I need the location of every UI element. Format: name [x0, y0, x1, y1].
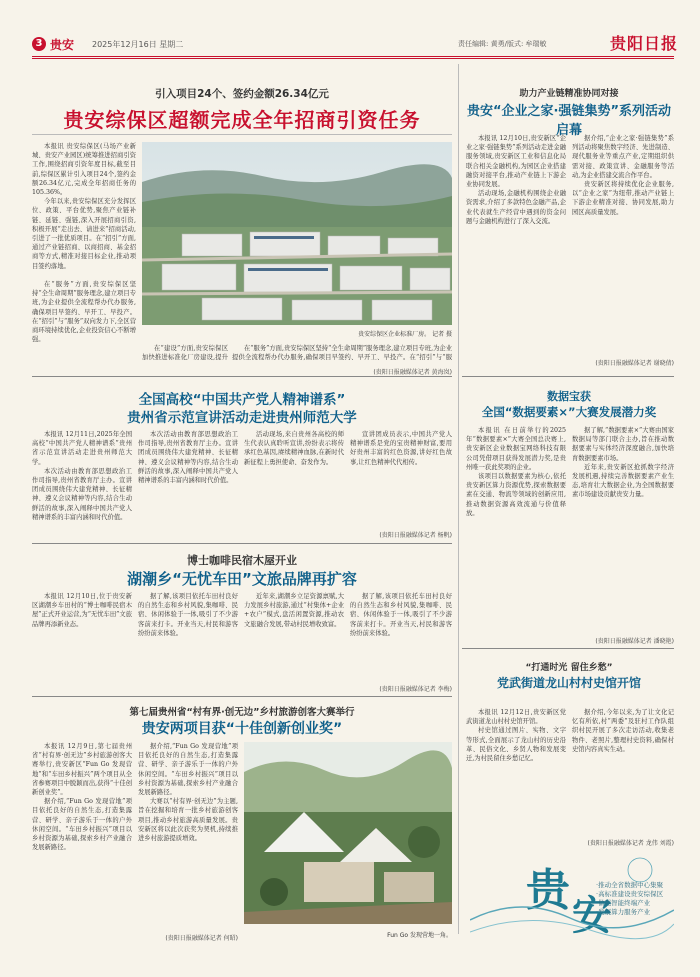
right-mid-kicker: 数据宝获 [547, 390, 591, 403]
right-top-signature: (贵阳日报融媒体记者 谢晓倩) [595, 360, 674, 367]
section-divider [32, 543, 452, 544]
decor-char-an: 安 [572, 892, 612, 939]
lead-kicker: 引入项目24个、签约金额26.34亿元 [155, 88, 329, 100]
lead-headline: 贵安综保区超额完成全年招商引资任务 [63, 108, 421, 132]
contest-body-col1 [32, 742, 132, 940]
contest-paragraph: 据介绍,“Fun Go 发现营地”项目依托良好的自然生态,打造集露营、研学、亲子游乐于一体的户外休闲空间。“车田乡村振兴”项目以乡村资源为基础,探索乡村产业融合发展新路径。 [138, 743, 238, 797]
contest-kicker: 第七届贵州省“村有界·创无边”乡村旅游创客大赛举行 [129, 707, 355, 718]
middle-paragraph: 活动现场,来自贵州各高校的师生代表认真聆听宣讲,纷纷表示将传承红色基因,赓续精神血脉,在新时代新征程上勇担使命、奋发作为。 [244, 431, 344, 466]
coffee-body-col4 [350, 592, 452, 684]
section-divider-right [462, 376, 674, 377]
right-top-body-col1 [466, 134, 566, 356]
industrial-park-aerial-image [142, 142, 452, 325]
issue-date: 2025年12月16日 星期二 [92, 40, 184, 49]
slogan-line: ·做强智能终端产业 [596, 899, 651, 907]
slogan-line: ·高标准建设贵安综保区 [596, 890, 664, 898]
lead-photo-caption: 贵安综保区企业标准厂房。 记者 摄 [358, 331, 452, 338]
decor-char-gui: 贵 [526, 865, 570, 916]
middle-paragraph: 本次活动由教育部思想政治工作司指导,贵州省教育厅主办。宣讲团成员围绕伟大建党精神、长征精神、遵义会议精神等内容,结合生动鲜活的故事,深入阐释中国共产党人精神谱系的丰富内涵和时代价值。 [138, 431, 238, 485]
lead-body-col1b [32, 280, 136, 360]
header-rule [32, 56, 674, 57]
right-mid-paragraph: 近年来,贵安新区抢抓数字经济发展机遇,持续完善数据要素产业生态,培育壮大数据企业,为全国数据要素市场建设贡献贵安力量。 [572, 463, 674, 499]
right-bottom-body-col2 [572, 708, 674, 838]
coffee-body-col1 [32, 592, 132, 692]
middle-paragraph: 本报讯 12月11日,2025年全国高校“中国共产党人精神谱系”贵州省示范宣讲活动走进贵州师范大学。 [32, 431, 132, 466]
coffee-paragraph: 本报讯 12月10日,位于贵安新区湖潮乡车田村的“博士咖啡民宿木屋”正式开业运营,为“无忧车田”文旅品牌再添新业态。 [32, 593, 132, 628]
lead-paragraph: 在“建设”方面,贵安综保区加快推进标准化厂房建设,提升 [142, 345, 228, 362]
lead-body-col2 [142, 344, 228, 362]
coffee-body-col3 [244, 592, 344, 692]
lead-paragraph: 今年以来,贵安综保区充分发挥区位、政策、平台优势,聚焦产业链补链、延链、强链,深入开展招商引资,积极开展“走出去、请进来”招商活动,引进了一批优质项目。在“招引”方面,通过产业链招商、以商招商、基金招商等方式,精准对接目标企业,推动项目签约落地。 [32, 198, 136, 270]
right-top-paragraph: 据介绍,“企业之家·强链集势”系列活动将聚焦数字经济、先进制造、现代服务业等重点产业,定期组织供需对接、政策宣讲、金融服务等活动,为企业搭建交流合作平台。 [572, 135, 674, 179]
lead-body-col3 [232, 344, 452, 362]
header-rule-thin [32, 58, 674, 59]
column-divider [458, 64, 459, 934]
right-top-kicker: 助力产业链精准协同对接 [519, 89, 619, 99]
middle-signature: (贵阳日报融媒体记者 杨帆) [379, 532, 452, 539]
right-mid-body-col2 [572, 426, 674, 636]
right-mid-signature: (贵阳日报融媒体记者 潘晓艳) [595, 638, 674, 645]
lead-paragraph: 在“服务”方面,贵安综保区坚持“全生命周期”服务理念,建立项目专班,为企业提供全流程帮办代办服务,确保项目早签约、早开工、早投产。在“招引”与“服 [232, 345, 452, 362]
middle-paragraph: 宣讲团成员表示,中国共产党人精神谱系是党的宝贵精神财富,要用好贵州丰富的红色资源,讲好红色故事,让红色精神代代相传。 [350, 431, 452, 466]
contest-photo-caption: Fun Go 发现营地一角。 [387, 932, 452, 939]
right-bottom-paragraph: 村史馆通过图片、实物、文字等形式,全面展示了龙山村的历史沿革、民俗文化、乡贤人物和发展变迁,为村民留住乡愁记忆。 [466, 727, 566, 763]
masthead-logo: 贵阳日报 [610, 34, 679, 53]
right-bottom-body-col1 [466, 708, 566, 838]
middle-body-col2 [138, 430, 238, 538]
section-divider [32, 696, 452, 697]
right-bottom-kicker: “打通时光 留住乡愁” [525, 663, 613, 673]
right-top-headline: 贵安“企业之家·强链集势”系列活动启幕 [466, 104, 672, 138]
contest-headline: 贵安两项目获“十佳创新创业奖” [141, 721, 343, 737]
coffee-paragraph: 据了解,该项目依托车田村良好的自然生态和乡村风貌,集咖啡、民宿、休闲体验于一体,吸引了不少游客前来打卡。开业当天,村民和游客纷纷前来体验。 [138, 593, 238, 637]
right-bottom-paragraph: 据介绍,今年以来,为了让文化记忆有所依,村“两委”及驻村工作队组织村民开展了多次走访活动,收集老物件、老照片,整理村史资料,确保村史馆内容真实生动。 [572, 709, 674, 753]
middle-body-col1 [32, 430, 132, 538]
decor-slogan-list [596, 880, 674, 916]
editor-credits: 责任编辑: 黄勇/版式: 牟瑞敏 [458, 40, 547, 48]
lead-paragraph: 在“服务”方面,贵安综保区坚持“全生命周期”服务理念,建立项目专班,为企业提供全流程帮办代办服务,确保项目早签约、早开工、早投产。在“招引”与“服务”双向发力下,全区营商环境持续优化,企业投资信心不断增强。 [32, 281, 136, 344]
right-bottom-signature: (贵阳日报融媒体记者 龙伟 刘霞) [587, 840, 674, 847]
section-name: 贵安 [50, 38, 75, 52]
coffee-paragraph: 据了解,该项目依托车田村良好的自然生态和乡村风貌,集咖啡、民宿、休闲体验于一体,吸引了不少游客前来打卡。开业当天,村民和游客纷纷前来体验。 [350, 593, 452, 637]
right-mid-paragraph: 据了解,“数据要素×”大赛由国家数据局等部门联合主办,旨在推动数据要素与实体经济深度融合,加快培育数据要素市场。 [572, 427, 674, 462]
page-number: 3 [32, 37, 46, 51]
lead-photo [142, 142, 452, 325]
coffee-kicker: 博士咖啡民宿木屋开业 [187, 554, 297, 567]
contest-paragraph: 据介绍,“Fun Go 发现营地”项目依托良好的自然生态,打造集露营、研学、亲子游乐于一体的户外休闲空间。“车田乡村振兴”项目以乡村资源为基础,探索乡村产业融合发展新路径。 [32, 798, 132, 852]
section-divider [32, 376, 452, 377]
coffee-signature: (贵阳日报融媒体记者 李梅) [379, 686, 452, 693]
coffee-paragraph: 近年来,湖潮乡立足资源禀赋,大力发展乡村旅游,通过“村集体+企业+农户”模式,盘活闲置资源,推动农文旅融合发展,带动村民增收致富。 [244, 593, 344, 628]
right-bottom-paragraph: 本报讯 12月12日,贵安新区党武街道龙山村村史馆开馆。 [466, 709, 566, 726]
contest-paragraph: 本报讯 12月9日,第七届贵州省“村有界·创无边”乡村旅游创客大赛举行,贵安新区“Fun Go 发现营地”和“车田乡村振兴”两个项目从全省参赛项目中脱颖而出,获得“十佳创新创业奖”。 [32, 743, 132, 797]
coffee-headline: 湖潮乡“无忧车田”文旅品牌再扩容 [127, 570, 357, 588]
middle-kicker: 全国高校“中国共产党人精神谱系” [138, 392, 346, 408]
contest-signature: (贵阳日报融媒体记者 何昭) [165, 935, 238, 942]
right-mid-body-col1 [466, 426, 566, 636]
right-mid-paragraph: 本报讯 在日前举行的2025年“数据要素×”大赛全国总决赛上,贵安新区企业数据宝网络科技有限公司凭借项目获得发展潜力奖,是贵州唯一获此奖项的企业。 [466, 427, 566, 471]
middle-body-col3 [244, 430, 344, 538]
right-mid-paragraph: 该项目以数据要素为核心,依托贵安新区算力资源优势,探索数据要素在交通、物流等领域的创新应用,推动数据资源高效流通与价值释放。 [466, 473, 566, 517]
campsite-image [244, 742, 452, 924]
middle-headline: 贵州省示范宣讲活动走进贵州师范大学 [127, 410, 357, 426]
right-bottom-headline: 党武街道龙山村村史馆开馆 [496, 676, 641, 690]
page-header [0, 0, 700, 56]
right-top-paragraph: 贵安新区将持续优化企业服务,以“企业之家”为纽带,推动产业链上下游企业精准对接、协同发展,助力园区高质量发展。 [572, 181, 674, 216]
coffee-body-col2 [138, 592, 238, 692]
slogan-line: ·发展算力服务产业 [596, 908, 651, 916]
lead-signature: (贵阳日报融媒体记者 黄海岚) [373, 369, 452, 376]
contest-body-col2 [138, 742, 238, 932]
middle-paragraph: 本次活动由教育部思想政治工作司指导,贵州省教育厅主办。宣讲团成员围绕伟大建党精神、长征精神、遵义会议精神等内容,结合生动鲜活的故事,深入阐释中国共产党人精神谱系的丰富内涵和时代价值。 [32, 467, 132, 521]
section-divider-right [462, 648, 674, 649]
middle-body-col4 [350, 430, 452, 530]
right-top-paragraph: 本报讯 12月10日,贵安新区“企业之家·强链集势”系列活动走进金融服务领域,贵安新区工业和信息化局联合相关金融机构,为园区企业搭建融资对接平台,推动产业链上下游企业协同发展。 [466, 135, 566, 189]
right-top-body-col2 [572, 134, 674, 356]
contest-paragraph: 大赛以“村有界·创无边”为主题,旨在挖掘和培育一批乡村旅游创客项目,推动乡村旅游高质量发展。贵安新区将以此次获奖为契机,持续推进乡村旅游提质增效。 [138, 798, 238, 843]
right-mid-headline: 全国“数据要素×”大赛发展潜力奖 [481, 405, 657, 419]
slogan-line: ·推动全省数据中心集聚 [596, 881, 664, 889]
contest-photo [244, 742, 452, 924]
right-top-paragraph: 活动现场,金融机构围绕企业融资需求,介绍了多款特色金融产品,企业代表就生产经营中遇到的资金问题与金融机构进行了深入交流。 [466, 190, 566, 225]
lead-paragraph: 本报讯 贵安综保区(马场产业新城、贵安产业园区)统筹推进招商引资工作,围绕招商引资年度目标,截至目前,综保区累计引入项目24个,签约金额26.34亿元,完成全年招商任务的105.36%。 [32, 143, 136, 197]
lead-divider [32, 134, 452, 135]
